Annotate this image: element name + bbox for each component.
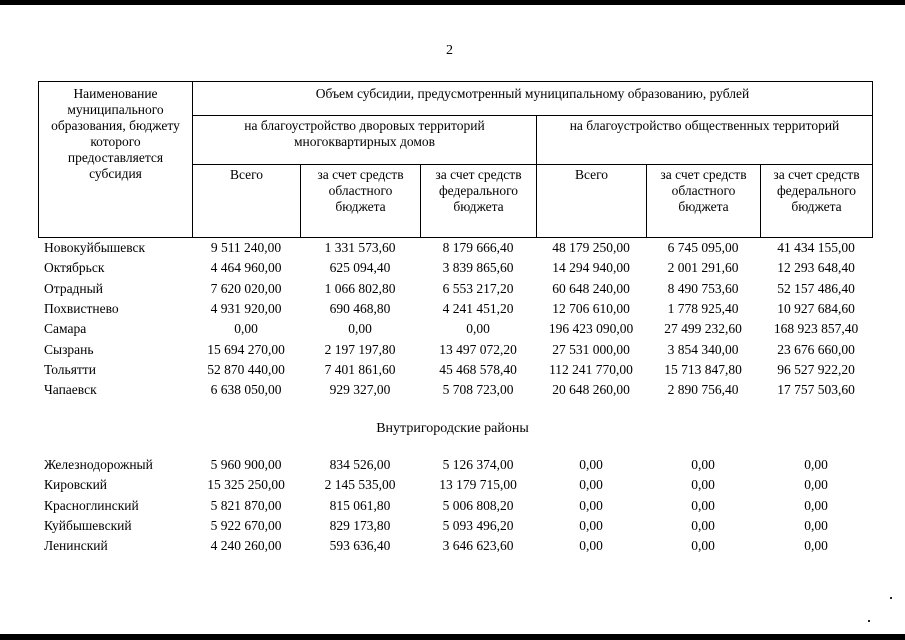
- municipality-name: Тольятти: [44, 361, 96, 377]
- amount-cell: 0,00: [579, 517, 603, 533]
- amount-cell: 27 531 000,00: [552, 341, 630, 357]
- amount-cell: 52 157 486,40: [777, 280, 855, 296]
- amount-cell: 15 694 270,00: [207, 341, 285, 357]
- header-group-public: на благоустройство общественных территорий: [537, 116, 873, 165]
- table-row: [0, 456, 905, 474]
- table-row: [0, 361, 905, 379]
- scan-speck: [890, 597, 892, 599]
- header-g2-total: Всего: [537, 165, 647, 238]
- amount-cell: 834 526,00: [329, 457, 391, 472]
- amount-cell: 2 001 291,60: [667, 260, 739, 276]
- amount-cell: 0,00: [804, 538, 828, 554]
- amount-cell: 593 636,40: [329, 538, 391, 554]
- header-volume: Объем субсидии, предусмотренный муниципальному образованию, рублей: [193, 82, 873, 116]
- amount-cell: 0,00: [234, 321, 258, 337]
- amount-cell: 3 839 865,60: [442, 260, 514, 276]
- municipality-name: Октябрьск: [44, 260, 105, 276]
- amount-cell: 15 325 250,00: [207, 477, 285, 493]
- table-row: [0, 476, 905, 494]
- municipality-name: Новокуйбышевск: [44, 240, 146, 255]
- amount-cell: 9 511 240,00: [210, 240, 282, 255]
- amount-cell: 0,00: [579, 457, 603, 472]
- amount-cell: 0,00: [804, 477, 828, 493]
- amount-cell: 23 676 660,00: [777, 341, 855, 357]
- amount-cell: 815 061,80: [329, 497, 391, 513]
- bottom-border: [0, 634, 905, 640]
- municipality-name: Куйбышевский: [44, 517, 132, 533]
- amount-cell: 0,00: [691, 457, 715, 472]
- table-row: [0, 341, 905, 359]
- amount-cell: 5 821 870,00: [210, 497, 282, 513]
- header-name-column: Наименование муниципального образования, бюджету которого предоставляется субсидия: [39, 82, 193, 238]
- amount-cell: 6 638 050,00: [210, 382, 282, 398]
- amount-cell: 96 527 922,20: [777, 361, 855, 377]
- amount-cell: 0,00: [466, 321, 490, 337]
- amount-cell: 7 401 861,60: [324, 361, 396, 377]
- amount-cell: 0,00: [691, 538, 715, 554]
- amount-cell: 0,00: [579, 538, 603, 554]
- amount-cell: 7 620 020,00: [210, 280, 282, 296]
- amount-cell: 2 197 197,80: [324, 341, 396, 357]
- municipality-name: Чапаевск: [44, 382, 97, 398]
- municipality-name: Отрадный: [44, 280, 103, 296]
- amount-cell: 41 434 155,00: [777, 240, 855, 255]
- table-row: [0, 537, 905, 555]
- amount-cell: 5 708 723,00: [442, 382, 514, 398]
- table-row: [0, 517, 905, 535]
- table-row: [0, 300, 905, 318]
- scan-speck: [868, 620, 870, 622]
- amount-cell: 929 327,00: [329, 382, 391, 398]
- municipality-name: Железнодорожный: [44, 457, 153, 472]
- amount-cell: 5 006 808,20: [442, 497, 514, 513]
- amount-cell: 14 294 940,00: [552, 260, 630, 276]
- amount-cell: 196 423 090,00: [548, 321, 634, 337]
- municipality-name: Красноглинский: [44, 497, 139, 513]
- amount-cell: 5 093 496,20: [442, 517, 514, 533]
- amount-cell: 20 648 260,00: [552, 382, 630, 398]
- section-title: Внутригородские районы: [376, 421, 529, 436]
- header-g1-federal: за счет средств федерального бюджета: [421, 165, 537, 238]
- amount-cell: 5 960 900,00: [210, 457, 282, 472]
- table-row: [0, 239, 905, 257]
- table-row: [0, 259, 905, 277]
- amount-cell: 168 923 857,40: [773, 321, 859, 337]
- header-g1-total: Всего: [193, 165, 301, 238]
- amount-cell: 13 179 715,00: [439, 477, 517, 493]
- amount-cell: 0,00: [804, 497, 828, 513]
- amount-cell: 5 126 374,00: [442, 457, 514, 472]
- amount-cell: 4 240 260,00: [210, 538, 282, 554]
- amount-cell: 112 241 770,00: [549, 361, 633, 377]
- amount-cell: 52 870 440,00: [207, 361, 285, 377]
- amount-cell: 8 179 666,40: [442, 240, 514, 255]
- amount-cell: 2 145 535,00: [324, 477, 396, 493]
- amount-cell: 15 713 847,80: [664, 361, 742, 377]
- amount-cell: 8 490 753,60: [667, 280, 739, 296]
- amount-cell: 45 468 578,40: [439, 361, 517, 377]
- table-row: [0, 381, 905, 399]
- amount-cell: 0,00: [579, 497, 603, 513]
- amount-cell: 829 173,80: [329, 517, 391, 533]
- amount-cell: 4 464 960,00: [210, 260, 282, 276]
- amount-cell: 4 241 451,20: [442, 300, 514, 316]
- table-row: [0, 497, 905, 515]
- amount-cell: 17 757 503,60: [777, 382, 855, 398]
- amount-cell: 48 179 250,00: [552, 240, 630, 255]
- table-row: [0, 320, 905, 338]
- amount-cell: 0,00: [691, 517, 715, 533]
- amount-cell: 625 094,40: [329, 260, 391, 276]
- amount-cell: 12 293 648,40: [777, 260, 855, 276]
- amount-cell: 0,00: [348, 321, 372, 337]
- amount-cell: 10 927 684,60: [777, 300, 855, 316]
- amount-cell: 12 706 610,00: [552, 300, 630, 316]
- amount-cell: 60 648 240,00: [552, 280, 630, 296]
- amount-cell: 0,00: [579, 477, 603, 493]
- amount-cell: 3 854 340,00: [667, 341, 739, 357]
- amount-cell: 3 646 623,60: [442, 538, 514, 554]
- header-g2-regional: за счет средств областного бюджета: [647, 165, 761, 238]
- header-g1-regional: за счет средств областного бюджета: [301, 165, 421, 238]
- municipality-name: Ленинский: [44, 538, 108, 554]
- municipality-name: Сызрань: [44, 341, 94, 357]
- amount-cell: 6 553 217,20: [442, 280, 514, 296]
- amount-cell: 0,00: [691, 477, 715, 493]
- amount-cell: 13 497 072,20: [439, 341, 517, 357]
- amount-cell: 1 331 573,60: [324, 240, 396, 255]
- municipality-name: Самара: [44, 321, 87, 337]
- header-group-yards: на благоустройство дворовых территорий многоквартирных домов: [193, 116, 537, 165]
- amount-cell: 0,00: [804, 517, 828, 533]
- amount-cell: 4 931 920,00: [210, 300, 282, 316]
- municipality-name: Кировский: [44, 477, 108, 493]
- amount-cell: 2 890 756,40: [667, 382, 739, 398]
- header-g2-federal: за счет средств федерального бюджета: [761, 165, 873, 238]
- amount-cell: 0,00: [804, 457, 828, 472]
- amount-cell: 690 468,80: [329, 300, 391, 316]
- municipality-name: Похвистнево: [44, 300, 119, 316]
- amount-cell: 5 922 670,00: [210, 517, 282, 533]
- page-number: 2: [446, 43, 453, 58]
- amount-cell: 6 745 095,00: [667, 240, 739, 255]
- amount-cell: 27 499 232,60: [664, 321, 742, 337]
- amount-cell: 1 778 925,40: [667, 300, 739, 316]
- amount-cell: 0,00: [691, 497, 715, 513]
- table-row: [0, 280, 905, 298]
- top-border: [0, 0, 905, 5]
- amount-cell: 1 066 802,80: [324, 280, 396, 296]
- table-header: [38, 81, 873, 238]
